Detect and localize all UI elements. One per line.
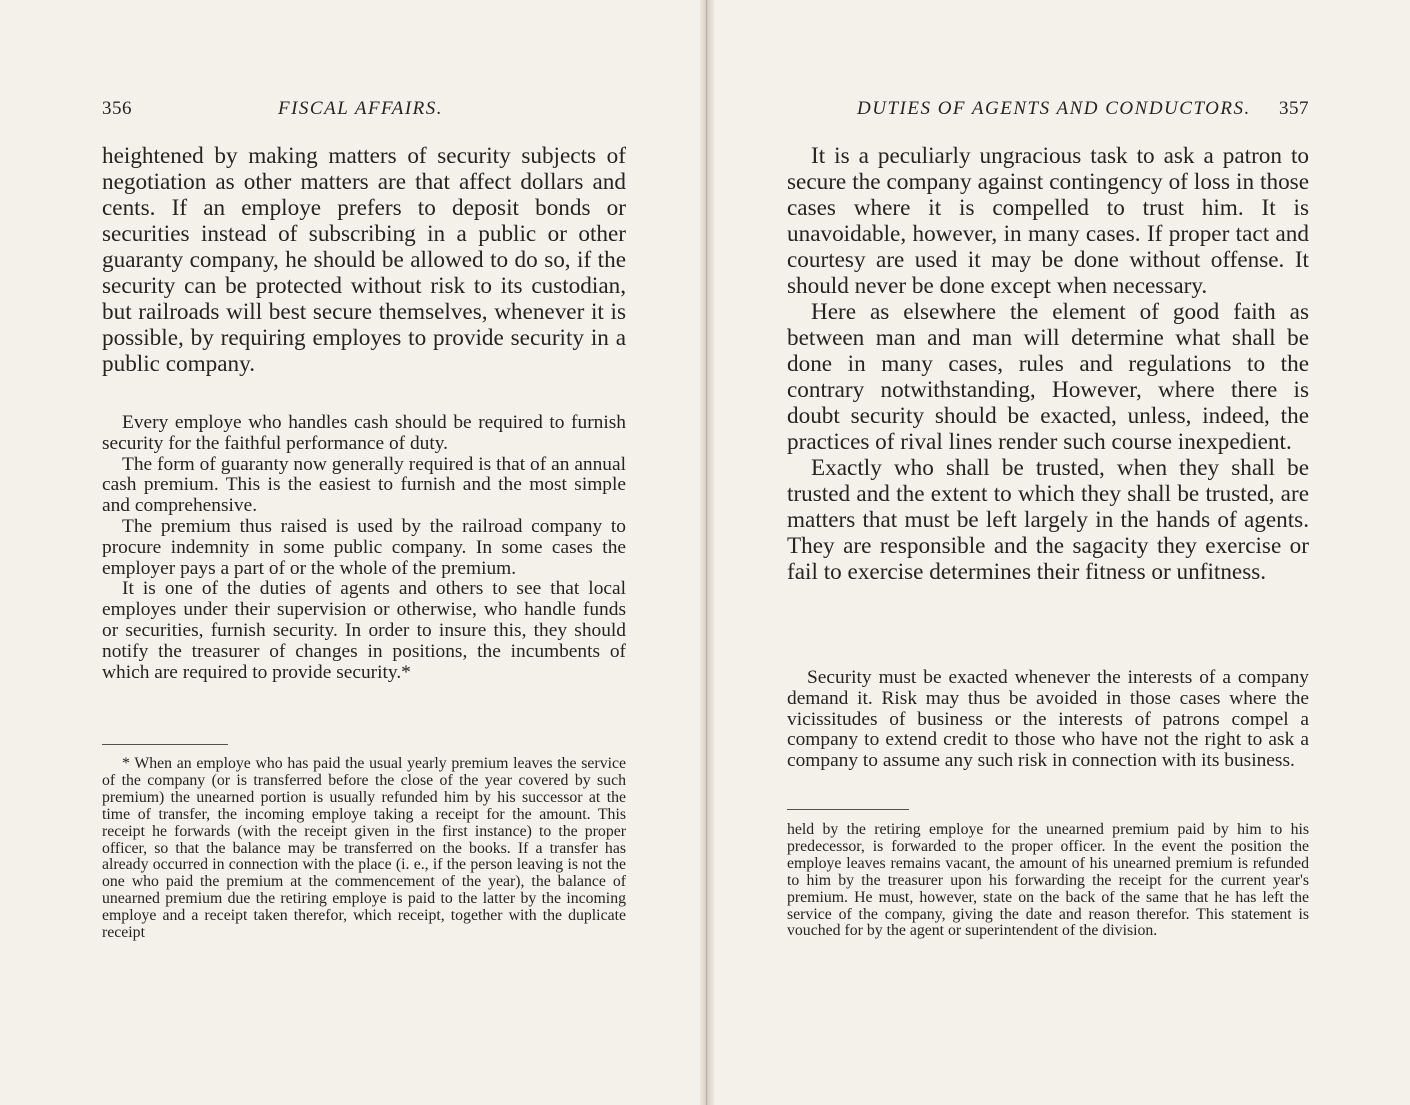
- left-main-paragraph: heightened by making matters of security subjects of negotiation as other matters are that affect dollars and cents. If an employe prefers to deposit bonds or securities instead of subscribing in a public or other guaranty company, he should be allowed to do so, if the security can be protected without risk to its custodian, but railroads will best secure themselves, whenever it is possible, by requiring employes to provide security in a public company.: [102, 143, 626, 377]
- left-page-header: [102, 98, 626, 122]
- right-running-head: DUTIES OF AGENTS AND CONDUCTORS.: [857, 98, 1251, 119]
- right-main-paragraph: It is a peculiarly ungracious task to ask a patron to secure the company against contingency of loss in those cases where it is compelled to trust him. It is unavoidable, however, in many cases. If proper tact and courtesy are used it may be done without offense. It should never be done except when necessary.: [787, 143, 1309, 299]
- right-main-paragraph: Here as elsewhere the element of good faith as between man and man will determine what shall be done in many cases, rules and regulations to the contrary notwithstanding, However, where there is doubt security should be exacted, unless, indeed, the practices of rival lines render such course inexpedient.: [787, 299, 1309, 455]
- left-small-paragraph: The form of guaranty now generally required is that of an annual cash premium. This is the easiest to furnish and the most simple and comprehensive.: [102, 453, 626, 517]
- right-page: [787, 0, 1309, 1105]
- right-footnote-rule: [787, 809, 909, 810]
- right-footnote: [787, 822, 1309, 940]
- right-page-header: [787, 98, 1309, 122]
- left-footnote: [102, 756, 626, 942]
- left-footnote-rule: [102, 744, 228, 745]
- left-small-paragraph: Every employe who handles cash should be required to furnish security for the faithful performance of duty.: [102, 412, 626, 454]
- left-footnote-text: * When an employe who has paid the usual yearly premium leaves the service of the company (or is transferred before the close of the year covered by such premium) the unearned portion is usually refunded him by his successor at the time of transfer, the incoming employe taking a receipt for the amount. This receipt he forwards (with the receipt given in the first instance) to the proper officer, so that the balance may be transferred on the books. If a transfer has already occurred in connection with the place (i. e., if the person leaving is not the one who paid the premium at the commencement of the year), the balance of unearned premium due the retiring employe is paid to the latter by the incoming employe and a receipt taken therefor, which receipt, together with the duplicate receipt: [102, 755, 626, 942]
- left-small-text: [102, 413, 626, 683]
- right-main-paragraph: Exactly who shall be trusted, when they shall be trusted and the extent to which they shall be trusted, are matters that must be left largely in the hands of agents. They are responsible and the sagacity they exercise or fail to exercise determines their fitness or unfitness.: [787, 455, 1309, 585]
- book-gutter: [700, 0, 714, 1105]
- right-footnote-text: held by the retiring employe for the unearned premium paid by him to his predecessor, is forwarded to the proper officer. In the event the position the employe leaves remains vacant, the amount of his unearned premium is refunded to him by the treasurer upon his forwarding the receipt for the current year's premium. He must, however, state on the back of the same that he has left the service of the company, giving the date and reason therefor. This statement is vouched for by the agent or superintendent of the division.: [787, 821, 1309, 940]
- left-small-paragraph: It is one of the duties of agents and others to see that local employes under their supervision or otherwise, who handle funds or securities, furnish security. In order to insure this, they should notify the treasurer of changes in positions, the incumbents of which are required to provide security.*: [102, 578, 626, 683]
- gutter-fold-line: [706, 0, 707, 1105]
- right-small-text: [787, 668, 1309, 772]
- right-small-paragraph: Security must be exacted whenever the interests of a company demand it. Risk may thus be avoided in those cases where the vicissitudes of business or the interests of patrons compel a company to extend credit to those who have not the right to ask a company to assume any such risk in connection with its business.: [787, 667, 1309, 772]
- left-running-head: FISCAL AFFAIRS.: [278, 98, 443, 119]
- right-main-text: [787, 143, 1309, 585]
- left-main-text: [102, 143, 626, 377]
- left-page-number: 356: [102, 98, 132, 119]
- right-page-number: 357: [1279, 98, 1309, 119]
- left-page: [102, 0, 626, 1105]
- left-small-paragraph: The premium thus raised is used by the railroad company to procure indemnity in some public company. In some cases the employer pays a part of or the whole of the premium.: [102, 515, 626, 579]
